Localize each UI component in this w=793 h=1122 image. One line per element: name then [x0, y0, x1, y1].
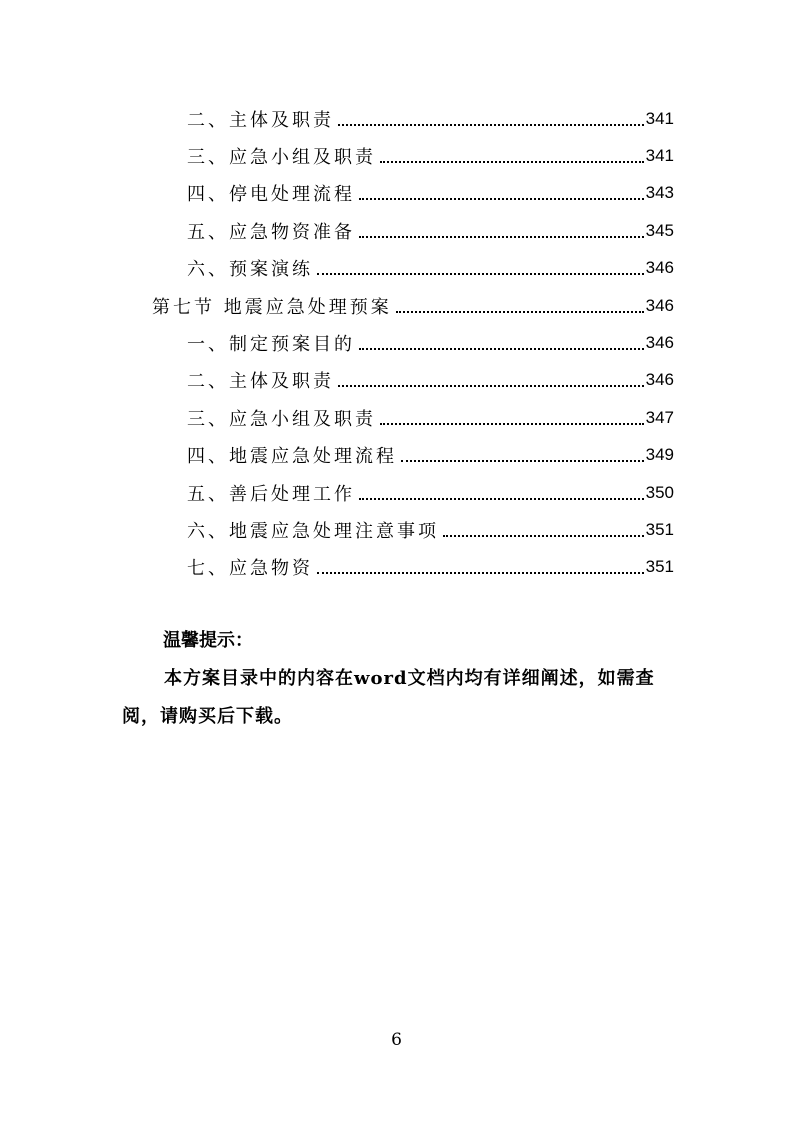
toc-entry[interactable] — [187, 474, 674, 511]
toc-entry-label: 三、应急小组及职责 — [187, 408, 376, 430]
toc-entry-page: 347 — [645, 407, 674, 427]
tip-title: 温馨提示： — [163, 630, 253, 651]
toc-entry-page: 346 — [645, 332, 674, 352]
dot-leader — [317, 273, 644, 275]
toc-entry[interactable] — [187, 437, 674, 474]
dot-leader — [359, 498, 644, 500]
toc-entry-page: 345 — [645, 220, 674, 240]
dot-leader — [359, 236, 644, 238]
dot-leader — [380, 161, 644, 163]
dot-leader — [396, 311, 644, 313]
toc-entry[interactable] — [187, 250, 674, 287]
toc-entry[interactable] — [187, 362, 674, 399]
toc-entry-label: 三、应急小组及职责 — [187, 146, 376, 168]
toc-entry-label: 六、预案演练 — [187, 259, 313, 281]
dot-leader — [338, 385, 644, 387]
toc-entry-label: 六、地震应急处理注意事项 — [187, 520, 439, 542]
toc-entry-page: 341 — [645, 108, 674, 128]
toc-entry-label: 二、主体及职责 — [187, 371, 334, 393]
toc-entry[interactable] — [187, 100, 674, 137]
toc-entry-page: 346 — [645, 295, 674, 315]
toc-entry-page: 346 — [645, 258, 674, 278]
toc-entry-label: 四、地震应急处理流程 — [187, 446, 397, 468]
toc-entry-label: 五、应急物资准备 — [187, 221, 355, 243]
toc-entry-label: 四、停电处理流程 — [187, 184, 355, 206]
tip-body: 本方案目录中的内容在word文档内均有详细阐述，如需查阅，请购买后下载。 — [122, 668, 655, 727]
toc-entry-label: 二、主体及职责 — [187, 109, 334, 131]
toc-entry-label: 五、善后处理工作 — [187, 483, 355, 505]
toc-entry-page: 351 — [645, 557, 674, 577]
toc-entry-page: 351 — [645, 519, 674, 539]
toc-entry[interactable] — [152, 287, 674, 324]
dot-leader — [359, 348, 644, 350]
toc-entry-page: 350 — [645, 482, 674, 502]
toc-entry-label: 七、应急物资 — [187, 558, 313, 580]
toc-entry[interactable] — [187, 549, 674, 586]
dot-leader — [380, 423, 644, 425]
toc-entry-page: 346 — [645, 370, 674, 390]
toc-entry-page: 349 — [645, 445, 674, 465]
page-number: 6 — [391, 1030, 402, 1050]
toc-entry[interactable] — [187, 399, 674, 436]
toc-entry-page: 343 — [645, 183, 674, 203]
dot-leader — [317, 572, 644, 574]
toc-entry[interactable] — [187, 511, 674, 548]
toc-entry[interactable] — [187, 212, 674, 249]
toc-entry-label: 一、制定预案目的 — [187, 333, 355, 355]
dot-leader — [401, 460, 644, 462]
toc-entry[interactable] — [187, 175, 674, 212]
toc-entry[interactable] — [187, 324, 674, 361]
dot-leader — [338, 124, 644, 126]
toc-entry-label: 第七节 地震应急处理预案 — [152, 296, 392, 318]
dot-leader — [443, 535, 644, 537]
dot-leader — [359, 198, 644, 200]
toc-entry-page: 341 — [645, 145, 674, 165]
toc-entry[interactable] — [187, 137, 674, 174]
